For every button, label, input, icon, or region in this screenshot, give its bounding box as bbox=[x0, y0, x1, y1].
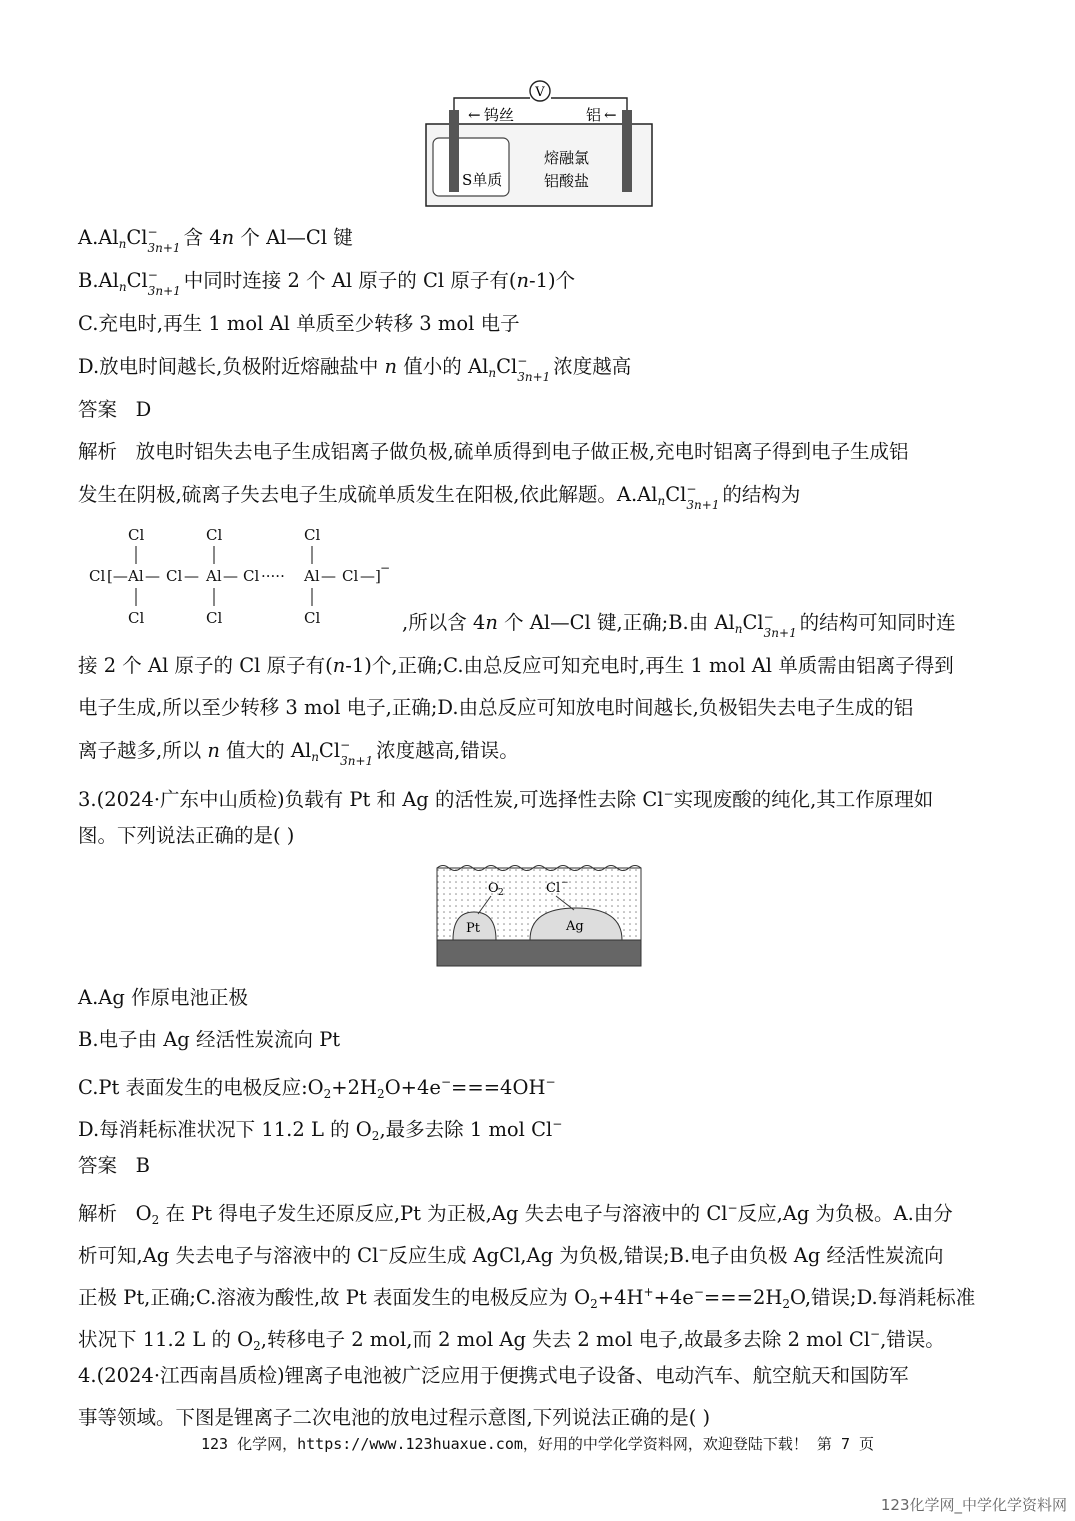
q2-answer: 答案 D bbox=[78, 398, 152, 421]
salt-label-2: 铝酸盐 bbox=[544, 172, 590, 190]
q3-analysis-3: 正极 Pt,正确;C.溶液为酸性,故 Pt 表面发生的电极反应为 $O_2+4H^++4e^-===2H_2O$,错误;D.每消耗标准 bbox=[78, 1285, 976, 1311]
tungsten-electrode bbox=[449, 110, 459, 192]
salt-label-1: 熔融氯 bbox=[544, 149, 590, 167]
svg-text:−: − bbox=[561, 878, 569, 888]
q3-option-a: A.Ag 作原电池正极 bbox=[78, 986, 249, 1009]
svg-text:—: — bbox=[145, 567, 160, 585]
aluminum-electrode bbox=[622, 110, 632, 192]
q4-stem-1: 4.(2024·江西南昌质检)锂离子电池被广泛应用于便携式电子设备、电动汽车、航空航天和国防军 bbox=[78, 1364, 909, 1387]
q2-analysis-1: 解析 放电时铝失去电子生成铝离子做负极,硫单质得到电子做正极,充电时铝离子得到电子生成铝 bbox=[78, 440, 909, 463]
svg-text:Cl: Cl bbox=[206, 609, 223, 627]
page-footer: 123 化学网，https://www.123huaxue.com，好用的中学化学资料网，欢迎登陆下载！ 第 7 页 bbox=[200, 1435, 875, 1453]
q4-stem-2: 事等领域。下图是锂离子二次电池的放电过程示意图,下列说法正确的是( ) bbox=[78, 1406, 711, 1429]
svg-text:←: ← bbox=[468, 106, 481, 124]
svg-text:←: ← bbox=[604, 106, 617, 124]
q3-option-b: B.电子由 Ag 经活性炭流向 Pt bbox=[78, 1028, 341, 1051]
svg-text:[—: [— bbox=[107, 567, 128, 585]
svg-text:Cl: Cl bbox=[342, 567, 359, 585]
svg-text:Al: Al bbox=[304, 567, 320, 585]
svg-text:—: — bbox=[184, 567, 199, 585]
q3-option-d: D.每消耗标准状况下 11.2 L 的 $O_2$,最多去除 1 mol Cl− bbox=[78, 1117, 563, 1143]
svg-text:O: O bbox=[488, 881, 499, 896]
voltmeter-label: V bbox=[535, 85, 545, 100]
q2-analysis-2: 发生在阴极,硫离子失去电子生成硫单质发生在阳极,依此解题。$A.Al_nCl$ − 3n+1 的结构为 bbox=[78, 482, 801, 512]
q2-option-b: $B.Al_nCl$ − 3n+1 中同时连接 2 个 Al 原子的 Cl 原子有(n-1)个 bbox=[78, 268, 576, 298]
svg-text:Cl: Cl bbox=[89, 567, 106, 585]
svg-text:Al: Al bbox=[206, 567, 222, 585]
q2-option-a: $A.Al_nCl$ − 3n+1 含 4n 个 Al—Cl 键 bbox=[78, 225, 353, 255]
svg-text:—: — bbox=[321, 567, 336, 585]
q2-option-d: D.放电时间越长,负极附近熔融盐中 n 值小的 $Al_nCl$ − 3n+1 浓度越高 bbox=[78, 354, 632, 384]
tungsten-label: 钨丝 bbox=[484, 106, 515, 124]
structure-formula bbox=[86, 520, 396, 632]
svg-text:Cl: Cl bbox=[128, 609, 145, 627]
q2-analysis-3: ,所以含 4n 个 Al—Cl 键,正确;B.由 $Al_nCl$ − 3n+1 的结构可知同时连 bbox=[402, 610, 956, 640]
aluminum-label: 铝 bbox=[586, 106, 602, 124]
svg-text:Al: Al bbox=[128, 567, 144, 585]
svg-text:Cl: Cl bbox=[166, 567, 183, 585]
svg-text:Cl: Cl bbox=[304, 609, 321, 627]
svg-text:Cl: Cl bbox=[243, 567, 260, 585]
svg-text:—: — bbox=[223, 567, 238, 585]
q3-analysis-4: 状况下 11.2 L 的 $O_2$,转移电子 2 mol,而 2 mol Ag 失去 2 mol 电子,故最多去除 2 mol Cl−,错误。 bbox=[78, 1327, 945, 1353]
svg-text:—]: —] bbox=[360, 567, 381, 585]
q3-analysis-1: 解析 $O_2$ 在 Pt 得电子发生还原反应,Pt 为正极,Ag 失去电子与溶液中的 Cl−反应,Ag 为负极。A.由分 bbox=[78, 1201, 953, 1227]
q2-analysis-5: 电子生成,所以至少转移 3 mol 电子,正确;D.由总反应可知放电时间越长,负极铝失去电子生成的铝 bbox=[78, 696, 914, 719]
svg-text:Ag: Ag bbox=[566, 919, 584, 934]
svg-text:−: − bbox=[380, 561, 391, 575]
cell-diagram bbox=[420, 78, 660, 210]
carbon-base bbox=[437, 940, 641, 966]
q2-analysis-4: 接 2 个 Al 原子的 Cl 原子有(n-1)个,正确;C.由总反应可知充电时,再生 1 mol Al 单质需由铝离子得到 bbox=[78, 654, 954, 677]
q3-stem-2: 图。下列说法正确的是( ) bbox=[78, 824, 295, 847]
q3-option-c: C.Pt 表面发生的电极反应$:O_2+2H_2O+4e^-===4OH^-$ bbox=[78, 1075, 556, 1101]
q3-analysis-2: 析可知,Ag 失去电子与溶液中的 Cl−反应生成 AgCl,Ag 为负极,错误;B.电子由负极 Ag 经活性炭流向 bbox=[78, 1243, 944, 1267]
svg-text:Cl: Cl bbox=[304, 526, 321, 544]
svg-text:Cl: Cl bbox=[128, 526, 145, 544]
q3-stem-1: 3.(2024·广东中山质检)负载有 Pt 和 Ag 的活性炭,可选择性去除 Cl−实现废酸的纯化,其工作原理如 bbox=[78, 787, 934, 811]
svg-text:Pt: Pt bbox=[466, 921, 480, 936]
q2-option-c: C.充电时,再生 1 mol Al 单质至少转移 3 mol 电子 bbox=[78, 312, 520, 335]
q2-analysis-6: 离子越多,所以 n 值大的 $Al_nCl$ − 3n+1 浓度越高,错误。 bbox=[78, 738, 519, 768]
svg-text:·····: ····· bbox=[261, 567, 285, 585]
sulfur-label: S单质 bbox=[462, 171, 503, 189]
q3-answer: 答案 B bbox=[78, 1154, 150, 1177]
watermark: 123化学网_中学化学资料网 bbox=[880, 1496, 1067, 1514]
carbon-diagram bbox=[436, 862, 642, 970]
svg-text:Cl: Cl bbox=[546, 881, 561, 896]
svg-text:2: 2 bbox=[498, 888, 504, 898]
svg-text:Cl: Cl bbox=[206, 526, 223, 544]
